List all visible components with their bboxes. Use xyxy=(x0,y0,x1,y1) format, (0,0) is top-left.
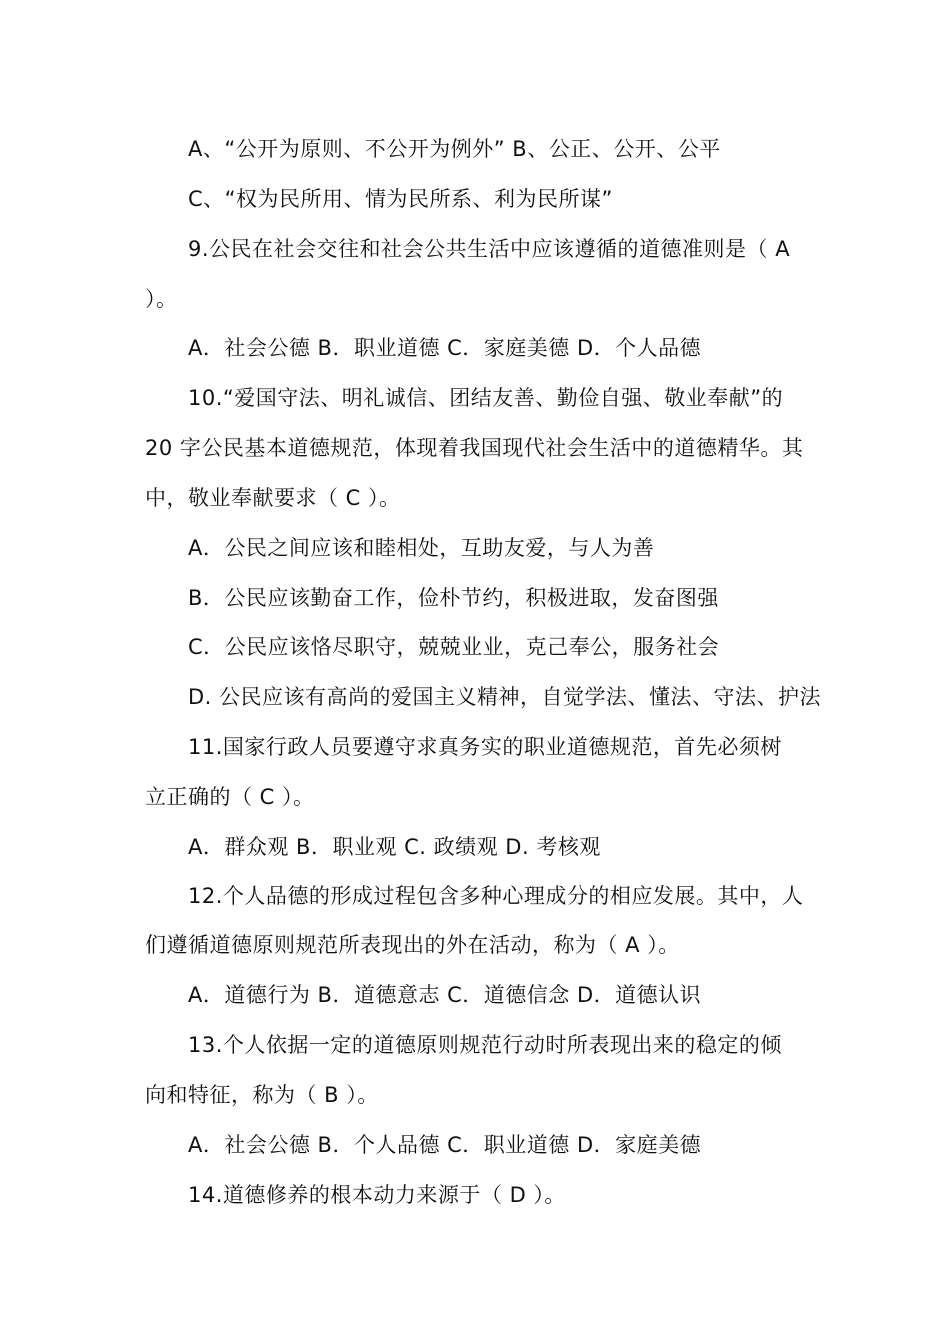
question-12-options: A．道德行为 B．道德意志 C．道德信念 D．道德认识 xyxy=(188,983,702,1007)
question-10-option-b: B．公民应该勤奋工作，俭朴节约，积极进取，发奋图强 xyxy=(188,586,719,610)
option-line-8ab: A、“公开为原则、不公开为例外” B、公正、公开、公平 xyxy=(188,137,721,161)
question-10-line-2: 20 字公民基本道德规范，体现着我国现代社会生活中的道德精华。其 xyxy=(145,436,804,460)
question-10-option-a: A．公民之间应该和睦相处，互助友爱，与人为善 xyxy=(188,536,655,560)
question-9-line-1: 9.公民在社会交往和社会公共生活中应该遵循的道德准则是（ A xyxy=(188,237,791,261)
question-11-line-1: 11.国家行政人员要遵守求真务实的职业道德规范，首先必须树 xyxy=(188,735,782,759)
question-12-line-1: 12.个人品德的形成过程包含多种心理成分的相应发展。其中，人 xyxy=(188,884,804,908)
question-11-options: A．群众观 B．职业观 C. 政绩观 D. 考核观 xyxy=(188,835,601,859)
option-line-8c: C、“权为民所用、情为民所系、利为民所谋” xyxy=(188,187,613,211)
question-12-line-2: 们遵循道德原则规范所表现出的外在活动，称为（ A ）。 xyxy=(145,933,680,957)
question-10-option-d: D. 公民应该有高尚的爱国主义精神，自觉学法、懂法、守法、护法 xyxy=(188,685,822,709)
question-10-option-c: C．公民应该恪尽职守，兢兢业业，克己奉公，服务社会 xyxy=(188,635,720,659)
question-13-line-2: 向和特征，称为（ B ）。 xyxy=(145,1083,379,1107)
question-9-options: A．社会公德 B．职业道德 C．家庭美德 D．个人品德 xyxy=(188,336,702,360)
question-10-line-3: 中，敬业奉献要求（ C ）。 xyxy=(145,486,401,510)
question-13-line-1: 13.个人依据一定的道德原则规范行动时所表现出来的稳定的倾 xyxy=(188,1033,782,1057)
question-14-line-1: 14.道德修养的根本动力来源于（ D ）。 xyxy=(188,1183,566,1207)
question-10-line-1: 10.“爱国守法、明礼诚信、团结友善、勤俭自强、敬业奉献”的 xyxy=(188,386,784,410)
question-9-line-2: ）。 xyxy=(145,287,178,311)
question-11-line-2: 立正确的（ C ）。 xyxy=(145,785,315,809)
question-13-options: A．社会公德 B．个人品德 C．职业道德 D．家庭美德 xyxy=(188,1133,702,1157)
